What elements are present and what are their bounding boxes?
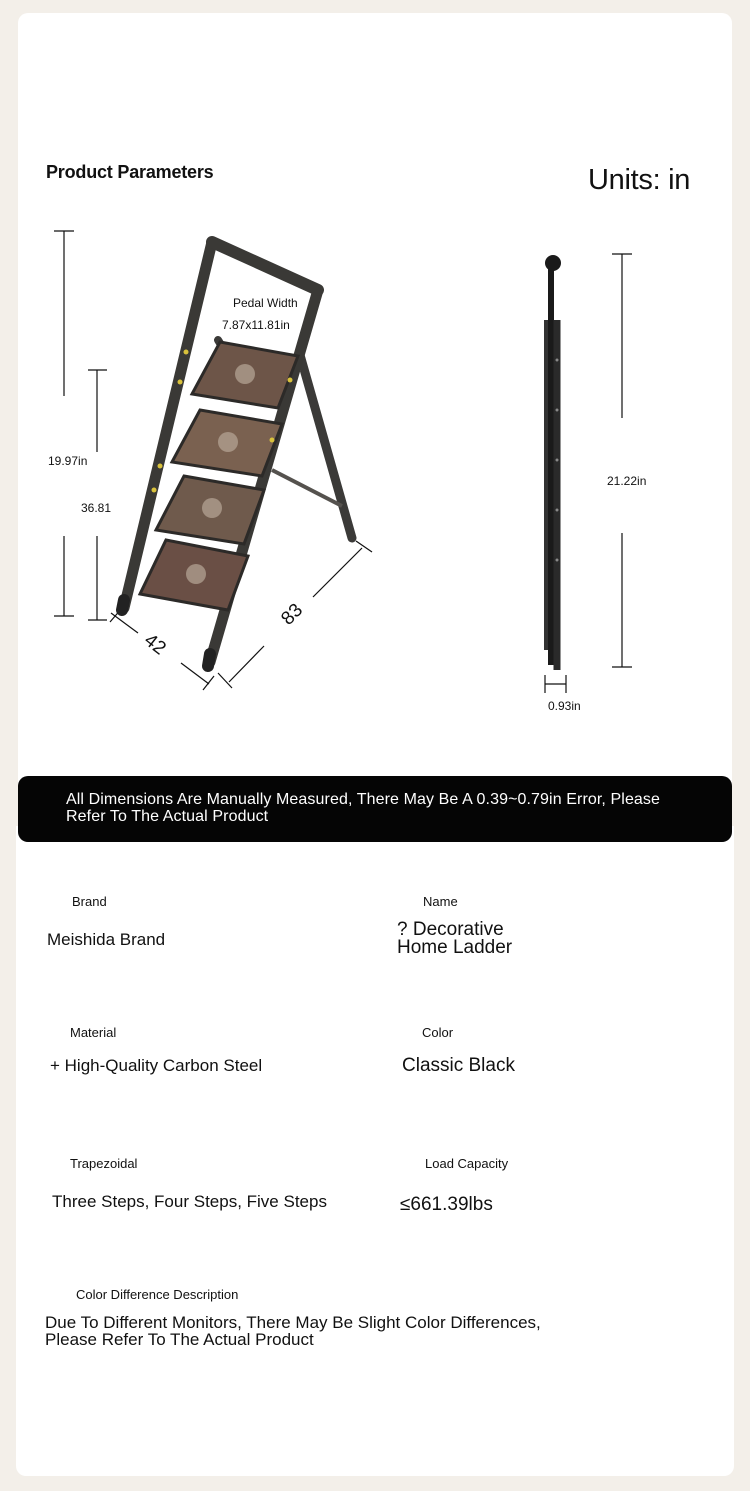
pedal-width-label: Pedal Width [233, 296, 298, 310]
dim-folded-depth: 0.93in [548, 699, 581, 713]
dim-base-length: 83 [277, 599, 308, 630]
shape-label: Trapezoidal [70, 1156, 138, 1171]
page-title: Product Parameters [46, 162, 214, 182]
color-label: Color [422, 1025, 454, 1040]
notice-text: All Dimensions Are Manually Measured, There May Be A 0.39~0.79in Error, Please Refer To The Actual Product [66, 791, 661, 825]
name-value-line2: Home Ladder [397, 937, 513, 958]
dimension-lines-left [54, 231, 107, 620]
dim-folded-height: 21.22in [607, 474, 647, 488]
brand-label: Brand [72, 894, 107, 909]
material-label: Material [70, 1025, 117, 1040]
specs-card [16, 826, 734, 1476]
color-difference-line1: Due To Different Monitors, There May Be Slight Color Differences, [45, 1313, 541, 1332]
name-label: Name [423, 894, 458, 909]
dim-left-outer: 36.81 [81, 501, 112, 515]
color-difference-line2: Please Refer To The Actual Product [45, 1330, 314, 1349]
shape-value: Three Steps, Four Steps, Five Steps [52, 1192, 327, 1211]
brand-value: Meishida Brand [47, 930, 166, 949]
pedal-width-value: 7.87x11.81in [222, 318, 290, 332]
units-label: Units: in [588, 164, 691, 196]
material-value: + High-Quality Carbon Steel [50, 1056, 263, 1075]
measurement-notice [18, 776, 732, 842]
name-value-line1: ? Decorative [397, 919, 504, 940]
load-capacity-label: Load Capacity [425, 1156, 509, 1171]
color-difference-label: Color Difference Description [76, 1287, 239, 1302]
load-capacity-value: ≤661.39lbs [400, 1194, 493, 1215]
folded-ladder-illustration [545, 255, 561, 670]
dim-left-inner: 19.97in [48, 454, 88, 468]
dim-base-depth: 42 [140, 629, 170, 660]
color-value: Classic Black [402, 1055, 515, 1076]
